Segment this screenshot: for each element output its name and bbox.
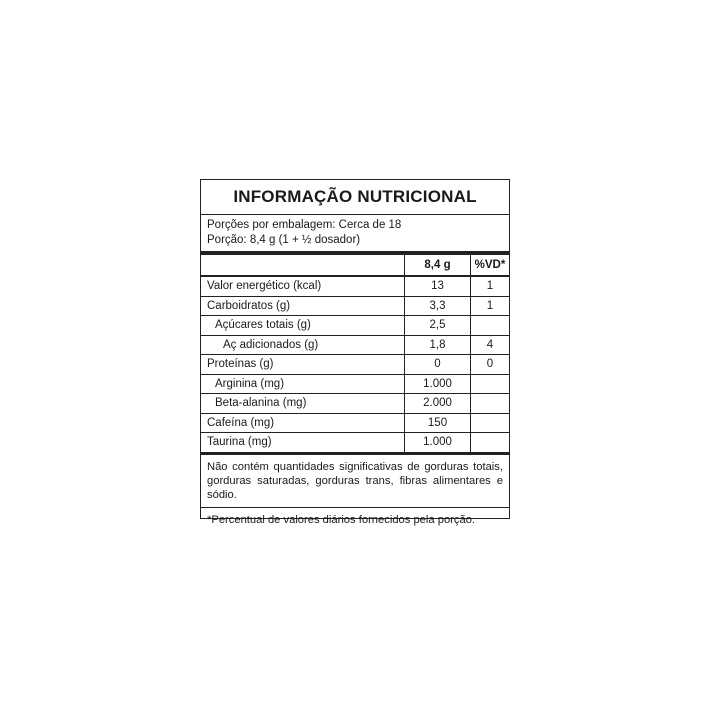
not-significant-note: Não contém quantidades significativas de gorduras totais, gorduras saturadas, gorduras trans, fibras alimentares e sódio. bbox=[201, 455, 509, 508]
nutrient-quantity: 150 bbox=[405, 413, 471, 433]
nutrient-quantity: 1.000 bbox=[405, 433, 471, 452]
table-row bbox=[201, 296, 509, 316]
table-row bbox=[201, 433, 509, 452]
nutrient-quantity: 1.000 bbox=[405, 374, 471, 394]
nutrient-daily-value: 1 bbox=[471, 296, 510, 316]
servings-per-package: Porções por embalagem: Cerca de 18 bbox=[207, 219, 402, 231]
nutrient-name: Arginina (mg) bbox=[201, 374, 405, 394]
table-header-row bbox=[201, 255, 509, 276]
nutrient-quantity: 13 bbox=[405, 276, 471, 296]
nutrient-daily-value bbox=[471, 374, 510, 394]
table-row bbox=[201, 394, 509, 414]
nutrient-daily-value bbox=[471, 413, 510, 433]
header-daily-value-cell: %VD* bbox=[471, 255, 510, 276]
nutrient-daily-value bbox=[471, 316, 510, 336]
nutrient-quantity: 2.000 bbox=[405, 394, 471, 414]
serving-size: Porção: 8,4 g (1 + ½ dosador) bbox=[207, 234, 361, 246]
table-row bbox=[201, 374, 509, 394]
nutrient-name: Valor energético (kcal) bbox=[201, 276, 405, 296]
table-row bbox=[201, 335, 509, 355]
nutrition-table bbox=[201, 255, 509, 452]
nutrient-daily-value: 1 bbox=[471, 276, 510, 296]
nutrient-daily-value: 4 bbox=[471, 335, 510, 355]
nutrient-name: Proteínas (g) bbox=[201, 355, 405, 375]
nutrient-quantity: 3,3 bbox=[405, 296, 471, 316]
nutrient-name: Taurina (mg) bbox=[201, 433, 405, 452]
nutrient-quantity: 2,5 bbox=[405, 316, 471, 336]
nutrient-name: Carboidratos (g) bbox=[201, 296, 405, 316]
nutrient-quantity: 0 bbox=[405, 355, 471, 375]
nutrient-name: Beta-alanina (mg) bbox=[201, 394, 405, 414]
header-name-cell bbox=[201, 255, 405, 276]
nutrient-name: Açúcares totais (g) bbox=[201, 316, 405, 336]
header-quantity-cell: 8,4 g bbox=[405, 255, 471, 276]
nutrition-facts-label bbox=[200, 179, 510, 526]
daily-value-footnote: *Percentual de valores diários fornecidos pela porção. bbox=[207, 513, 476, 526]
nutrient-name: Aç adicionados (g) bbox=[201, 335, 405, 355]
table-row bbox=[201, 276, 509, 296]
table-row bbox=[201, 316, 509, 336]
nutrient-name: Cafeína (mg) bbox=[201, 413, 405, 433]
table-row bbox=[201, 413, 509, 433]
table-row bbox=[201, 355, 509, 375]
nutrient-daily-value: 0 bbox=[471, 355, 510, 375]
nutrient-daily-value bbox=[471, 433, 510, 452]
nutrient-quantity: 1,8 bbox=[405, 335, 471, 355]
serving-info bbox=[201, 215, 509, 251]
nutrient-daily-value bbox=[471, 394, 510, 414]
label-title: INFORMAÇÃO NUTRICIONAL bbox=[201, 180, 509, 215]
